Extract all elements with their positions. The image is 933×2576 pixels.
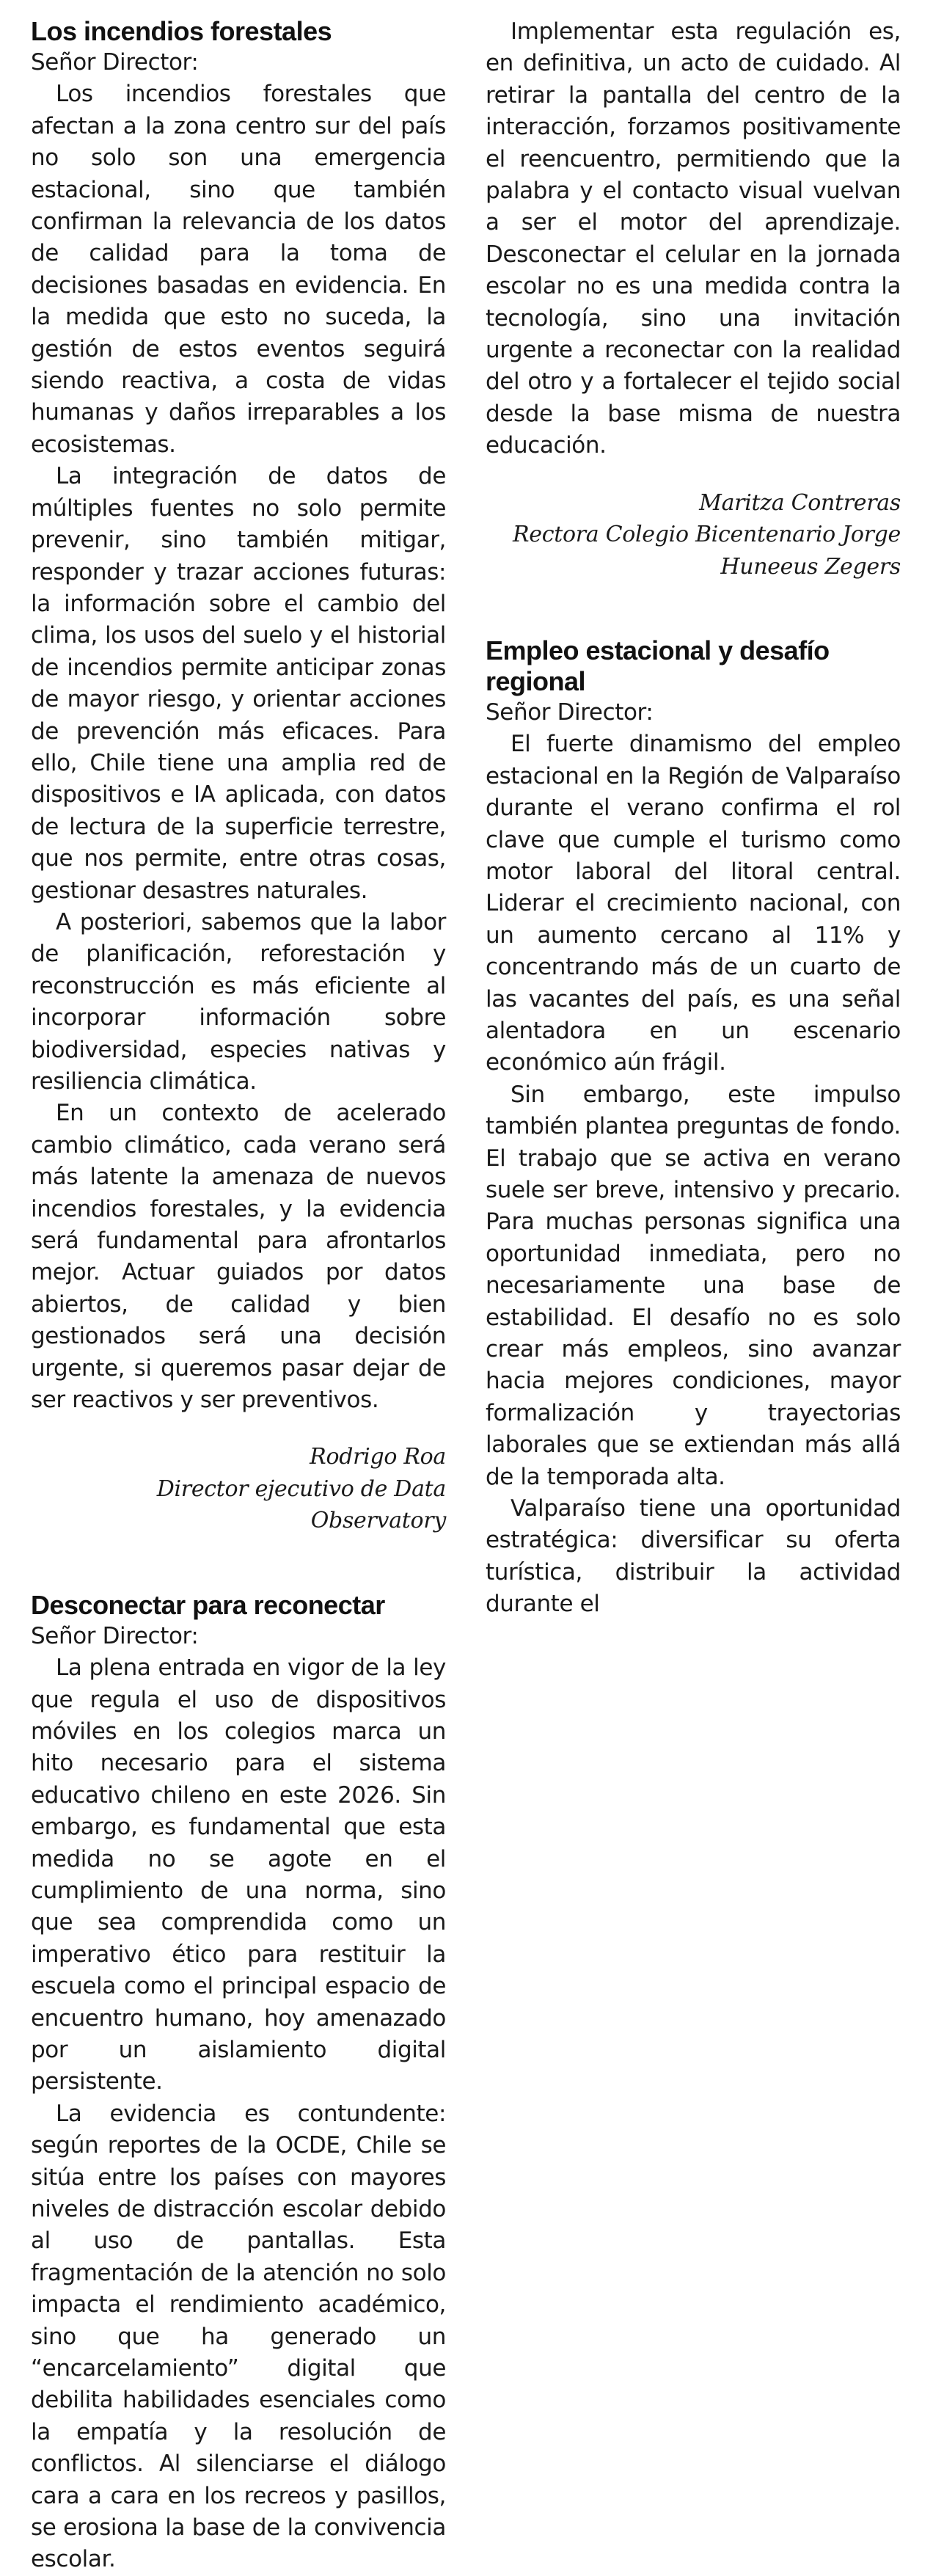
salutation: Señor Director: [31, 1622, 199, 1649]
paragraph: Los incendios forestales que afectan a la zona centro sur del país no solo son una emergencia estacional, sino que también confirman la relevancia de los datos de calidad para la toma de decisiones basadas en evidencia. En la medida que esto no suceda, la gestión de estos eventos seguirá siendo reactiva, a costa de vidas humanas y daños irreparables a los ecosistemas. [31, 81, 446, 458]
paragraph: La integración de datos de múltiples fuentes no solo permite prevenir, sino también mitigar, responder y trazar acciones futuras: la información sobre el cambio del clima, los usos del suelo y el historial de incendios permite anticipar zonas de mayor riesgo, y orientar acciones de prevención más eficaces. Para ello, Chile tiene una amplia red de dispositivos e IA aplicada, con datos de lectura de la superficie terrestre, que nos permite, entre otras cosas, gestionar desastres naturales. [31, 463, 446, 904]
right-column [486, 16, 901, 1621]
paragraph: Sin embargo, este impulso también plantea preguntas de fondo. El trabajo que se activa en verano suele ser breve, intensivo y precario. Para muchas personas significa una oportunidad inmediata, pero no necesariamente una base de estabilidad. El desafío no es solo crear más empleos, sino avanzar hacia mejores condiciones, mayor formalización y trayectorias laborales que se extiendan más allá de la temporada alta. [486, 1081, 901, 1490]
signature-block [31, 1441, 446, 1536]
signature-name: Maritza Contreras [699, 489, 901, 516]
paragraph: En un contexto de acelerado cambio climático, cada verano será más latente la amenaza de nuevos incendios forestales, y la evidencia será fundamental para afrontarlos mejor. Actuar guiados por datos abiertos, de calidad y bien gestionados será una decisión urgente, si queremos pasar dejar de ser reactivos y ser preventivos. [31, 1100, 446, 1414]
signature-name: Rodrigo Roa [310, 1444, 446, 1470]
paragraph: A posteriori, sabemos que la labor de planificación, reforestación y reconstrucción es más eficiente al incorporar información sobre biodiversidad, especies nativas y resiliencia climática. [31, 908, 446, 1095]
letter-title: Empleo estacional y desafío regional [486, 635, 830, 696]
letter-empleo-estacional [486, 635, 901, 1621]
letter-title: Desconectar para reconectar [31, 1589, 385, 1620]
letter-title: Los incendios forestales [31, 16, 332, 46]
signature-role: Rectora Colegio Bicentenario Jorge Huneeus Zegers [512, 522, 901, 580]
salutation: Señor Director: [31, 49, 199, 76]
paragraph: La plena entrada en vigor de la ley que regula el uso de dispositivos móviles en los colegios marca un hito necesario para el sistema educativo chileno en este 2026. Sin embargo, es fundamental que esta medida no se agote en el cumplimiento de una norma, sino que sea comprendida como un imperativo ético para restituir la escuela como el principal espacio de encuentro humano, hoy amenazado por un aislamiento digital persistente. [31, 1654, 446, 2095]
signature-block [486, 487, 901, 583]
paragraph: Implementar esta regulación es, en definitiva, un acto de cuidado. Al retirar la pantalla del centro de la interacción, forzamos positivamente el reencuentro, permitiendo que la palabra y el contacto visual vuelvan a ser el motor del aprendizaje. Desconectar el celular en la jornada escolar no es una medida contra la tecnología, sino una invitación urgente a reconectar con la realidad del otro y a fortalecer el tejido social desde la base misma de nuestra educación. [486, 18, 901, 459]
paragraph: El fuerte dinamismo del empleo estacional en la Región de Valparaíso durante el verano confirma el rol clave que cumple el turismo como motor laboral del litoral central. Liderar el crecimiento nacional, con un aumento cercano al 11% y concentrando más de un cuarto de las vacantes del país, es una señal alentadora en un escenario económico aún frágil. [486, 731, 901, 1076]
left-column [31, 16, 446, 2576]
signature-role: Director ejecutivo de Data Observatory [156, 1475, 446, 1534]
letter-incendios-forestales [31, 16, 446, 1537]
paragraph: La evidencia es contundente: según reportes de la OCDE, Chile se sitúa entre los países con mayores niveles de distracción escolar debido al uso de pantallas. Esta fragmentación de la atención no solo impacta el rendimiento académico, sino que ha generado un “encarcelamiento” digital que debilita habilidades esenciales como la empatía y la resolución de conflictos. Al silenciarse el diálogo cara a cara en los recreos y pasillos, se erosiona la base de la convivencia escolar. [31, 2100, 446, 2573]
letter-desconectar-para-reconectar [31, 1590, 446, 2576]
salutation: Señor Director: [486, 698, 654, 726]
letter-desconectar-continued [486, 16, 901, 583]
paragraph: Valparaíso tiene una oportunidad estratégica: diversificar su oferta turística, distribuir la actividad durante el [486, 1495, 901, 1618]
